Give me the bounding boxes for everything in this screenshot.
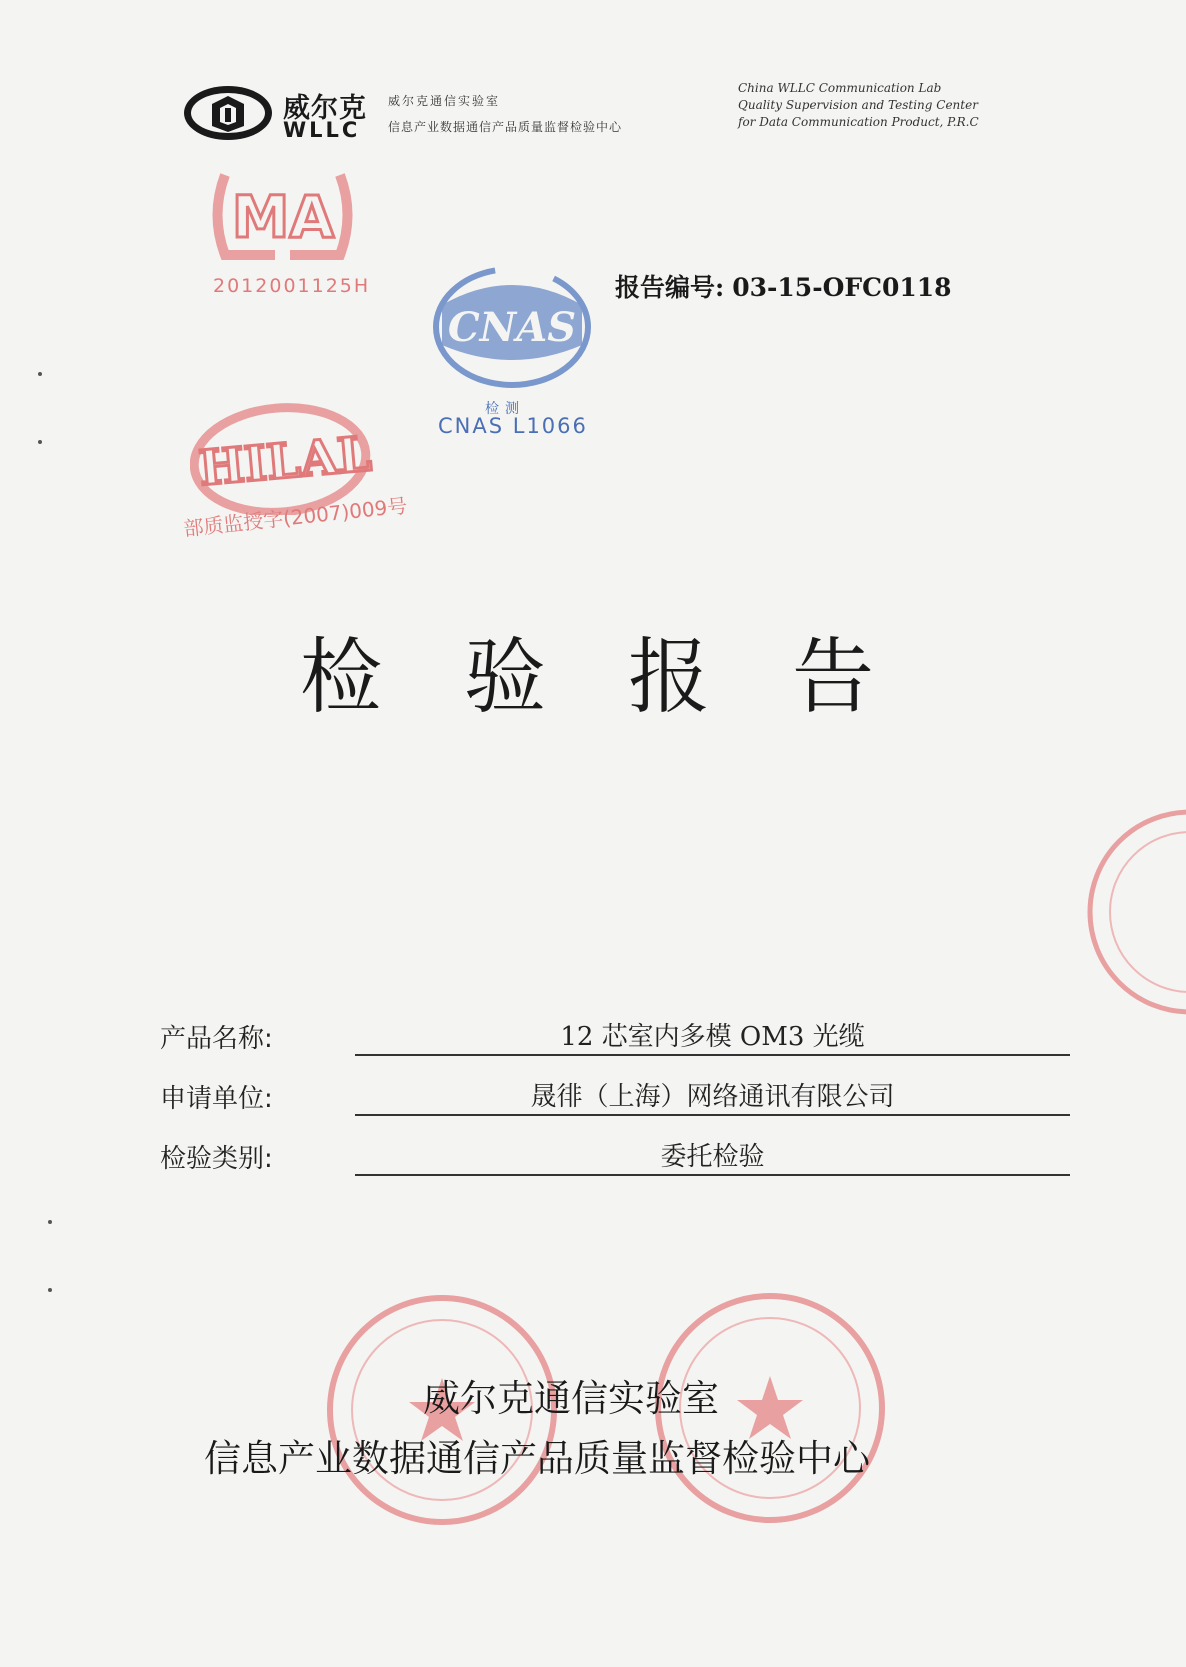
report-number-value: 03-15-OFC0118 [732,273,952,302]
cma-code: 2012001125H [213,275,371,297]
field-label: 检验类别: [160,1144,273,1174]
title-char: 报 [628,630,711,725]
field-underline [355,1174,1070,1176]
cnas-stamp-text: CNAS [447,304,577,351]
english-header-line-2: Quality Supervision and Testing Center [738,98,978,112]
issuing-lab-name: 威尔克通信实验室 [423,1377,719,1420]
brand-subtitle-1: 威尔克通信实验室 [388,94,501,108]
scan-speck [48,1288,52,1292]
cilal-code: 部质监授字(2007)009号 [182,493,409,541]
english-header-line-3: for Data Communication Product, P.R.C [738,115,979,129]
cnas-stamp-icon [432,265,592,395]
field-value: 12 芯室内多模 OM3 光缆 [560,1022,865,1052]
wllc-logo-icon [182,82,274,144]
brand-name-cn: 威尔克 [283,93,367,124]
field-product-name [160,1010,1070,1060]
field-value: 委托检验 [660,1142,765,1172]
scan-speck [38,440,42,444]
cnas-code: CNAS L1066 [438,414,588,438]
report-number-label: 报告编号: [615,273,725,302]
field-value: 晟徘（上海）网络通讯有限公司 [530,1082,895,1112]
page-title [300,612,956,729]
english-header [738,80,979,131]
cma-stamp-text: MA [231,183,335,251]
field-label: 申请单位: [160,1084,273,1114]
field-applicant [160,1070,1070,1120]
cnas-subtitle: 检测 [485,401,525,417]
cma-stamp-icon [205,165,360,265]
cilal-stamp-text: HILAL [196,426,374,497]
scan-speck [48,1220,52,1224]
edge-seal-icon [1078,800,1186,1025]
field-label: 产品名称: [160,1024,273,1054]
report-number [615,268,952,304]
title-char: 验 [464,630,547,725]
brand-subtitle-2: 信息产业数据通信产品质量监督检验中心 [388,120,623,134]
field-underline [355,1054,1070,1056]
title-char: 检 [300,630,383,725]
field-underline [355,1114,1070,1116]
english-header-line-1: China WLLC Communication Lab [738,81,942,95]
field-inspection-type [160,1130,1070,1180]
title-char: 告 [792,630,875,725]
brand-name-en: WLLC [283,118,361,142]
issuing-center-name: 信息产业数据通信产品质量监督检验中心 [204,1437,870,1480]
scan-speck [38,372,42,376]
